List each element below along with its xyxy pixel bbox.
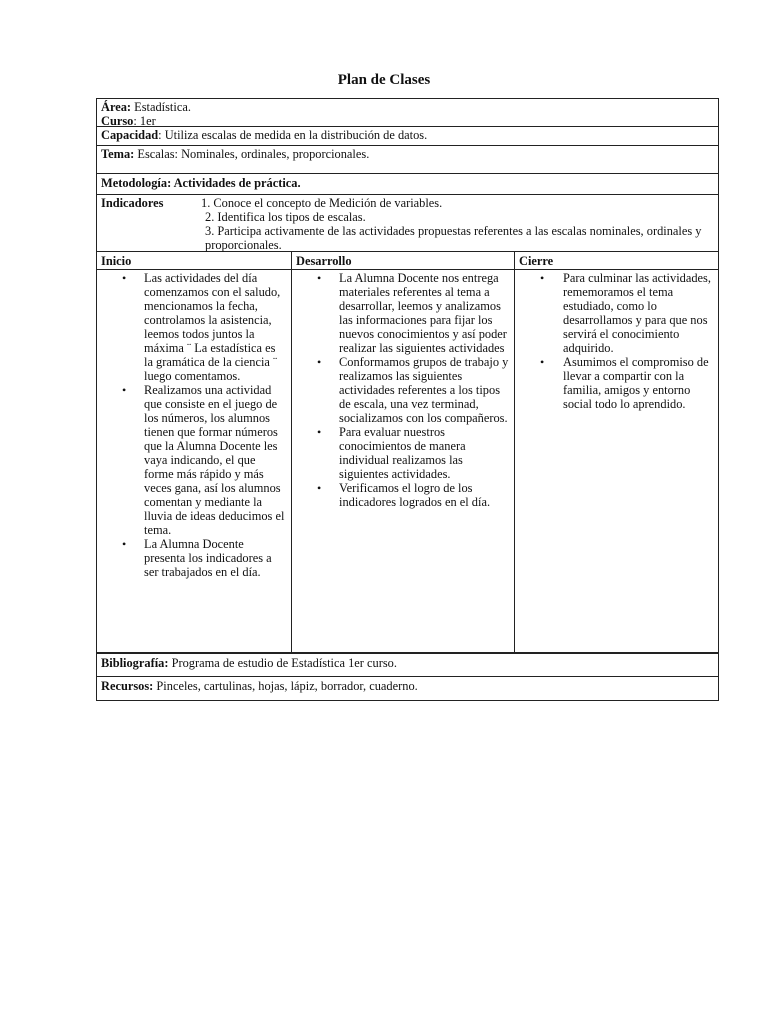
recursos-label: Recursos: bbox=[101, 679, 154, 693]
area-label: Área: bbox=[101, 100, 132, 114]
list-item: • Asumimos el compromiso de llevar a compartir con la familia, amigos y entorno social todo lo aprendido. bbox=[515, 355, 714, 411]
inicio-list bbox=[97, 271, 287, 579]
curso-line bbox=[101, 114, 714, 128]
list-item: • Realizamos una actividad que consiste en el juego de los números, los alumnos tienen que formar números que la Alumna Docente les vaya indicando, el que forme más rápido y más veces gana, así los alumnos comentan y mediante la lluvia de ideas deducimos el tema. bbox=[97, 383, 287, 537]
tema-row bbox=[96, 146, 719, 174]
indicador-item: 1. Conoce el concepto de Medición de variables. bbox=[201, 196, 443, 210]
desarrollo-column bbox=[292, 252, 515, 652]
cierre-list bbox=[515, 271, 714, 411]
tema-value: Escalas: Nominales, ordinales, proporcionales. bbox=[134, 147, 370, 161]
area-value: Estadística. bbox=[131, 100, 191, 114]
recursos-value: Pinceles, cartulinas, hojas, lápiz, borrador, cuaderno. bbox=[153, 679, 418, 693]
bibliografia-row bbox=[96, 653, 719, 677]
area-line bbox=[101, 100, 714, 114]
capacidad-row bbox=[96, 127, 719, 146]
bibliografia-value: Programa de estudio de Estadística 1er curso. bbox=[168, 656, 397, 670]
desarrollo-header: Desarrollo bbox=[292, 252, 514, 270]
capacidad-label: Capacidad bbox=[101, 128, 159, 142]
list-item: • Las actividades del día comenzamos con el saludo, mencionamos la fecha, controlamos la asistencia, leemos todos juntos la máxima ¨ La estadística es la gramática de la ciencia ¨ luego comentamos. bbox=[97, 271, 287, 383]
curso-label: Curso bbox=[101, 114, 134, 128]
list-item: • La Alumna Docente nos entrega materiales referentes al tema a desarrollar, leemos y analizamos las informaciones para fijar los nuevos conocimientos y así poder realizar las siguientes actividades bbox=[292, 271, 510, 355]
indicadores-list bbox=[201, 196, 714, 250]
list-item: • Para evaluar nuestros conocimientos de manera individual realizamos las siguientes actividades. bbox=[292, 425, 510, 481]
lesson-plan-table bbox=[96, 98, 719, 701]
indicador-item: 3. Participa activamente de las actividades propuestas referentes a las escalas nominales, ordinales y proporcionales. bbox=[205, 224, 702, 252]
list-item: • Para culminar las actividades, rememoramos el tema estudiado, como lo desarrollamos y para que nos servirá el conocimiento adquirido. bbox=[515, 271, 714, 355]
inicio-column bbox=[97, 252, 292, 652]
recursos-row bbox=[96, 677, 719, 701]
metodologia-label: Metodología: Actividades de práctica. bbox=[101, 176, 301, 190]
activities-columns bbox=[96, 252, 719, 653]
cierre-header: Cierre bbox=[515, 252, 718, 270]
cierre-column bbox=[515, 252, 718, 652]
curso-value: : 1er bbox=[133, 114, 156, 128]
bibliografia-label: Bibliografía: bbox=[101, 656, 169, 670]
capacidad-value: : Utiliza escalas de medida en la distribución de datos. bbox=[158, 128, 428, 142]
desarrollo-list bbox=[292, 271, 510, 509]
list-item: • Verificamos el logro de los indicadores logrados en el día. bbox=[292, 481, 510, 509]
area-curso-row bbox=[96, 98, 719, 127]
indicadores-row bbox=[96, 195, 719, 252]
page-title: Plan de Clases bbox=[337, 72, 431, 88]
list-item: • La Alumna Docente presenta los indicadores a ser trabajados en el día. bbox=[97, 537, 287, 579]
indicadores-label: Indicadores bbox=[101, 196, 164, 210]
list-item: • Conformamos grupos de trabajo y realizamos las siguientes actividades referentes a los tipos de escala, una vez terminad, socializamos con los compañeros. bbox=[292, 355, 510, 425]
inicio-header: Inicio bbox=[97, 252, 291, 270]
metodologia-row bbox=[96, 174, 719, 195]
indicador-item: 2. Identifica los tipos de escalas. bbox=[205, 210, 366, 224]
tema-label: Tema: bbox=[101, 147, 135, 161]
